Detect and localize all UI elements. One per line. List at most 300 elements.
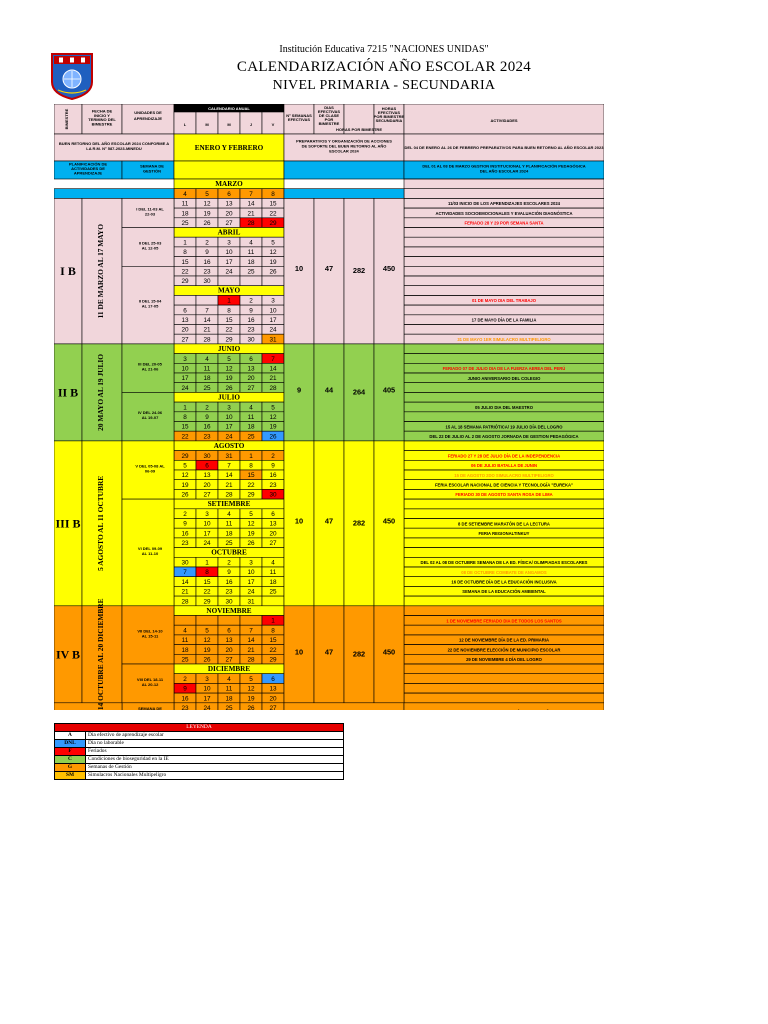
day-number: 28 [247, 220, 255, 227]
buen-retorno-text: BUEN RETORNO DEL AÑO ESCOLAR 2024 CONFORME A [58, 141, 170, 146]
day-number: 25 [225, 705, 233, 710]
day-number: 15 [203, 578, 211, 586]
day-number: 6 [205, 462, 209, 470]
day-number: 5 [205, 627, 209, 635]
day-number: 24 [181, 384, 189, 392]
legend-row [55, 740, 344, 748]
actividad-marzo-text: DEL 01 AL 08 DE MARZO GESTION INSTITUCIONAL Y PLANIFICACIÓN PEDAGÓGICA [422, 163, 586, 169]
day-number: 29 [181, 278, 189, 286]
legend-label: Simulacros Nacionales Multipeligro [86, 772, 344, 780]
day-number: 23 [181, 540, 189, 548]
day-number: 4 [183, 627, 187, 635]
legend-code: SM [55, 772, 86, 780]
day-number: 17 [203, 695, 211, 703]
day-number: 9 [183, 685, 187, 693]
bimestre-label: II B [57, 385, 79, 400]
legend-row [55, 772, 344, 780]
day-number: 16 [181, 530, 189, 538]
day-number: 10 [203, 520, 211, 528]
day-number: 30 [203, 452, 211, 460]
activity-cell [404, 179, 604, 189]
day-number: 20 [225, 646, 233, 654]
activity-cell [404, 606, 604, 616]
day-number: 16 [225, 578, 233, 586]
day-number: 1 [227, 297, 231, 305]
legend-row [55, 748, 344, 756]
day-number: 24 [247, 588, 255, 596]
day-number: 15 [181, 258, 189, 266]
day-number: 28 [181, 598, 189, 606]
day-number: 1 [249, 452, 253, 460]
day-number: 9 [271, 462, 275, 470]
legend-code: G [55, 764, 86, 772]
semana-gestion-text: SEMANA DE [140, 163, 164, 169]
legend-label: Dia efectivo de aprendizaje escolar [86, 732, 344, 740]
day-number: 17 [225, 423, 233, 431]
marzo-cell [174, 161, 284, 179]
unidad-text: IV DEL 24-06 [137, 410, 163, 416]
day-number: 2 [227, 559, 231, 567]
day-number: 29 [269, 220, 277, 227]
day-cell [240, 276, 262, 286]
day-number: 14 [247, 200, 255, 208]
month-name: ABRIL [217, 228, 241, 237]
day-number: 13 [247, 365, 255, 373]
buen-retorno-text: LA R.M. N° 587-2023-MINEDU [86, 146, 142, 151]
month-name: NOVIEMBRE [206, 606, 252, 615]
day-number: 3 [205, 675, 209, 683]
day-number: 12 [269, 249, 277, 257]
planning-week-stats-cell [284, 189, 404, 199]
unidad-text: AL 11-10 [141, 550, 159, 556]
preparativos-text: ESCOLAR 2024 [329, 148, 359, 154]
day-number: 12 [181, 472, 189, 480]
day-number: 31 [269, 336, 277, 344]
day-number: 17 [203, 530, 211, 538]
semana-gestion-text: GESTIÓN [142, 168, 162, 174]
legend-row [55, 732, 344, 740]
dias-value: 47 [324, 647, 334, 657]
day-number: 4 [249, 239, 253, 247]
day-number: 29 [225, 336, 233, 344]
planificacion-text: ACTIVIDADES DE [71, 166, 105, 171]
day-number: 4 [227, 675, 231, 683]
day-number: 20 [269, 530, 277, 538]
semanas-value: 10 [294, 264, 304, 274]
enero-febrero-text: ENERO Y FEBRERO [194, 144, 264, 152]
day-number: 25 [203, 384, 211, 392]
day-number: 1 [205, 559, 209, 567]
day-header: M [205, 122, 209, 127]
bimestre-header: BIMESTRE [64, 108, 69, 130]
activity-cell [404, 392, 604, 402]
unidad-text: II DEL 15-04 [138, 298, 162, 304]
day-number: 21 [247, 210, 255, 218]
day-number: 2 [271, 452, 275, 460]
unidad-text: I DEL 11-03 AL [136, 206, 164, 212]
day-number: 6 [271, 511, 275, 518]
day-number: 3 [227, 239, 231, 247]
day-number: 11 [269, 569, 277, 577]
bimestre-label: I B [60, 264, 76, 279]
school-shield-logo [50, 52, 94, 100]
semanas-header: EFECTIVAS [287, 117, 311, 122]
bimestre-label: III B [55, 516, 81, 531]
day-number: 5 [271, 404, 275, 412]
day-number: 19 [181, 481, 189, 489]
day-number: 15 [225, 317, 233, 324]
calendario-header: CALENDARIO ANUAL [208, 106, 250, 111]
day-number: 5 [271, 239, 275, 247]
month-name: SETIEMBRE [207, 500, 251, 509]
day-number: 13 [225, 200, 233, 208]
horas-value: 282 [352, 649, 366, 659]
day-cell [218, 276, 240, 286]
month-name: DICIEMBRE [207, 665, 251, 673]
day-number: 28 [269, 384, 277, 392]
unidad-text: AL 21-06 [141, 366, 159, 372]
unidad-text: II DEL 25-03 [138, 240, 162, 246]
day-number: 25 [269, 588, 277, 596]
activity-cell [404, 305, 604, 315]
day-number: 6 [183, 307, 187, 315]
activity-text: 17 DE MAYO DÍA DE LA FAMILIA [471, 317, 537, 323]
fecha-header: TERMINO DEL [88, 117, 116, 123]
horas-sec-header: HORAS [381, 106, 397, 111]
day-number: 14 [181, 578, 189, 586]
day-number: 11 [247, 249, 255, 257]
day-number: 21 [203, 326, 211, 334]
day-number: 24 [225, 433, 233, 441]
activity-cell [404, 693, 604, 703]
legend-code: DNL [55, 740, 86, 748]
activity-cell [404, 228, 604, 238]
day-number: 11 [203, 365, 211, 373]
day-number: 6 [271, 675, 275, 683]
legend-label: Dia no laborable [86, 740, 344, 748]
activity-cell [404, 344, 604, 354]
day-number: 4 [183, 190, 187, 198]
day-number: 3 [205, 511, 209, 518]
day-number: 12 [225, 365, 233, 373]
activity-cell [404, 276, 604, 286]
day-number: 22 [269, 210, 277, 218]
activity-text: FERIA REGIONALTINKUY [478, 531, 530, 536]
day-number: 11 [225, 520, 233, 528]
horas-sec-header: SECUNDARIA [375, 118, 403, 123]
day-number: 23 [203, 433, 211, 441]
activity-text: 11/03 INICIO DE LOS APRENDIZAJES ESCOLARES 2024 [447, 201, 561, 207]
day-number: 22 [269, 646, 277, 654]
dias-header: DE CLASE [318, 113, 340, 118]
day-number: 25 [225, 540, 233, 548]
day-number: 8 [249, 462, 253, 470]
page-title: CALENDARIZACIÓN AÑO ESCOLAR 2024 [236, 59, 532, 75]
day-number: 29 [247, 491, 255, 499]
activity-text: 09 DE DICIEMBRE FERIADO BATALLA DE AYACUCHO [450, 686, 558, 692]
unidades-header: UNIDADES DE [134, 110, 162, 115]
day-number: 14 [203, 317, 211, 324]
day-number: 24 [269, 326, 277, 334]
day-number: 9 [249, 307, 253, 315]
activity-text: 29 DE NOVIEMBRE 4 DÍA DEL LOGRO [466, 657, 542, 663]
day-number: 26 [225, 384, 233, 392]
unidad-text: VII DEL 14-10 [137, 628, 163, 634]
day-number: 10 [225, 249, 233, 257]
day-number: 20 [247, 375, 255, 383]
day-number: 16 [203, 258, 211, 266]
day-number: 4 [205, 355, 209, 363]
unidad-text: AL 19-07 [141, 415, 159, 421]
legend-row [55, 756, 344, 764]
dias-header: BIMESTRE [318, 121, 340, 126]
day-number: 1 [271, 617, 275, 625]
day-number: 23 [181, 705, 189, 710]
day-number: 18 [247, 423, 255, 431]
day-number: 19 [269, 258, 277, 266]
day-number: 16 [203, 423, 211, 431]
day-number: 3 [271, 297, 275, 305]
day-number: 12 [203, 637, 211, 645]
semanas-value: 9 [296, 385, 302, 395]
day-number: 8 [271, 627, 275, 635]
horas-sec-header: EFECTIVAS [377, 110, 401, 115]
horas-sec-value: 450 [382, 647, 396, 657]
day-number: 7 [205, 307, 209, 315]
day-number: 30 [203, 278, 211, 286]
day-number: 10 [225, 414, 233, 421]
planificacion-stats-cell [284, 161, 404, 179]
day-number: 17 [225, 258, 233, 266]
activity-cell [404, 266, 604, 276]
semanas-header: N° SEMANAS [286, 113, 312, 118]
day-number: 28 [203, 336, 211, 344]
day-number: 11 [181, 637, 189, 645]
day-number: 30 [247, 336, 255, 344]
activity-cell [404, 548, 604, 558]
semanas-value: 10 [294, 516, 304, 526]
activity-text: 06 DE JULIO BATALLA DE JUNIN [471, 463, 537, 469]
day-cell [196, 295, 218, 305]
day-number: 5 [249, 511, 253, 518]
activity-cell [404, 664, 604, 674]
actividad-marzo-text: DEL AÑO ESCOLAR 2024 [479, 168, 529, 174]
bimestre-range: 5 AGOSTO AL 11 OCTUBRE [96, 475, 105, 571]
day-number: 19 [247, 695, 255, 703]
day-number: 26 [181, 491, 189, 499]
horas-sec-value: 450 [382, 264, 396, 274]
activity-text: 5 DE NOVIEMBRE 3ER SIMULACRO MULTIPELIGRO [451, 628, 557, 633]
dias-value: 44 [324, 385, 334, 395]
day-number: 23 [203, 268, 211, 276]
activity-cell [404, 257, 604, 267]
day-number: 24 [203, 705, 211, 710]
activity-cell [404, 499, 604, 509]
day-number: 4 [227, 511, 231, 518]
planning-week-cell [54, 189, 174, 199]
day-number: 13 [225, 637, 233, 645]
month-name: MAYO [217, 286, 241, 295]
day-number: 13 [269, 685, 277, 693]
horas-sec-value: 450 [382, 516, 396, 526]
activity-cell [404, 596, 604, 606]
day-number: 4 [249, 404, 253, 412]
day-number: 9 [205, 414, 209, 421]
activity-cell [404, 441, 604, 451]
day-number: 22 [181, 433, 189, 441]
unidad-text: AL 12-05 [141, 245, 159, 251]
day-number: 22 [203, 588, 211, 596]
bimestre-range: 20 MAYO AL 19 JULIO [96, 353, 105, 431]
activity-cell [404, 189, 604, 199]
day-number: 13 [181, 317, 189, 324]
preparativos-text: PREPARATIVOS Y ORGANIZACIÓN DE ACCIONES [296, 138, 392, 144]
legend-table [54, 723, 344, 780]
day-number: 16 [269, 472, 277, 480]
day-number: 25 [181, 220, 189, 227]
day-number: 6 [227, 627, 231, 635]
unidad-text: VI DEL 09-09 [137, 545, 163, 551]
actividad-enero-text: DEL 04 DE ENERO AL 26 DE FEBRERO PREPARATIVOS PARA BUEN RETORNO AL AÑO ESCOLAR 2023 [404, 145, 604, 150]
unidad-text: III DEL 20-05 [138, 361, 162, 367]
day-number: 26 [247, 705, 255, 710]
legend-row [55, 764, 344, 772]
fecha-header: BIMESTRE [91, 121, 113, 127]
day-number: 23 [247, 326, 255, 334]
day-number: 2 [205, 239, 209, 247]
horas-sec-header: POR BIMESTRE [373, 114, 405, 119]
day-number: 2 [249, 297, 253, 305]
day-number: 10 [269, 307, 277, 315]
day-cell [174, 616, 196, 626]
day-number: 18 [225, 530, 233, 538]
gestion-left-cell [54, 703, 122, 710]
day-number: 21 [247, 646, 255, 654]
day-number: 20 [225, 210, 233, 218]
unidades-header: APRENDIZAJE [133, 116, 163, 121]
day-number: 28 [247, 656, 255, 664]
activity-cell [404, 538, 604, 548]
day-number: 27 [203, 491, 211, 499]
bimestre-range: 14 OCTUBRE AL 20 DICIEMBRE [96, 598, 105, 710]
day-number: 26 [269, 268, 277, 276]
day-number: 25 [247, 433, 255, 441]
legend-label: Semanas de Gestión [86, 764, 344, 772]
day-number: 7 [271, 355, 275, 363]
planificacion-text: APRENDIZAJE [73, 170, 103, 176]
activity-text: 8 DE SETIEMBRE MARATÓN DE LA LECTURA [458, 521, 550, 527]
horas-header: HORAS POR BIMESTRE [335, 127, 383, 132]
institution-name: Institución Educativa 7215 "NACIONES UNIDAS" [279, 44, 489, 55]
day-cell [174, 295, 196, 305]
day-header: J [249, 122, 253, 127]
day-number: 9 [183, 520, 187, 528]
unidad-text: 22-03 [144, 211, 156, 217]
unidad-text: AL 20-12 [141, 681, 159, 687]
day-number: 6 [227, 190, 231, 198]
day-number: 2 [205, 404, 209, 412]
unidad-text: SEMANA DE [138, 706, 162, 710]
activity-cell [404, 412, 604, 422]
day-number: 15 [269, 637, 277, 645]
day-number: 29 [181, 452, 189, 460]
day-number: 30 [181, 559, 189, 567]
legend-code: A [55, 732, 86, 740]
day-number: 15 [269, 200, 277, 208]
unidad-text: AL 17-05 [141, 303, 159, 309]
day-number: 8 [271, 190, 275, 198]
day-cell [240, 616, 262, 626]
day-number: 22 [225, 326, 233, 334]
day-number: 21 [181, 588, 189, 596]
activity-text: FERIADO 28 Y 29 POR SEMANA SANTA [464, 220, 544, 226]
activity-text: 05 JULIO DIA DEL MAESTRO [475, 404, 533, 410]
day-number: 26 [269, 433, 277, 441]
day-number: 23 [269, 481, 277, 489]
day-number: 9 [205, 249, 209, 257]
day-number: 30 [269, 491, 277, 499]
day-number: 12 [269, 414, 277, 421]
day-number: 27 [225, 656, 233, 664]
day-number: 10 [247, 569, 255, 577]
month-name: JULIO [218, 393, 240, 402]
activity-text: SEMANA DE LA EDUCACIÓN AMBIENTAL [462, 589, 546, 595]
day-number: 26 [203, 220, 211, 227]
activity-text: 1 DE NOVIEMBRE FERIADO DIA DE TODOS LOS SANTOS [446, 618, 562, 624]
day-number: 14 [225, 472, 233, 480]
activity-text: 15 DE AGOSTO 2DO SIMULACRO MULTIPELIGRO [454, 472, 554, 478]
legend-title: LEYENDA [55, 724, 344, 732]
day-number: 21 [269, 375, 277, 383]
day-number: 10 [203, 685, 211, 693]
activity-cell [404, 286, 604, 296]
day-cell [196, 616, 218, 626]
planificacion-text: PLANIFICACIÓN DE [69, 161, 107, 167]
day-number: 5 [183, 462, 187, 470]
day-header: M [227, 122, 231, 127]
activity-text: FERIADO 07 DE JULIO DIA DE LA FUERZA AEREA DEL PERÚ [442, 366, 566, 372]
day-number: 20 [181, 326, 189, 334]
day-number: 18 [203, 375, 211, 383]
activity-text: 22 DE NOVIEMBRE ELECCIÓN DE MUNICIPIO ESCOLAR [447, 647, 561, 653]
day-number: 27 [247, 384, 255, 392]
day-number: 18 [181, 646, 189, 654]
day-number: 26 [247, 540, 255, 548]
day-number: 8 [227, 307, 231, 315]
day-number: 11 [225, 685, 233, 693]
dias-header: DIAS [324, 105, 334, 110]
day-number: 29 [203, 598, 211, 606]
day-number: 13 [269, 520, 277, 528]
day-number: 5 [227, 355, 231, 363]
activity-text: 12 DE NOVIEMBRE DÍA DE LA ED. PRIMARIA [459, 637, 549, 643]
month-name: AGOSTO [213, 441, 245, 450]
dias-header: POR [324, 117, 334, 122]
day-number: 2 [183, 675, 187, 683]
day-number: 1 [183, 239, 187, 247]
day-number: 7 [249, 627, 253, 635]
day-number: 11 [247, 414, 255, 421]
preparativos-text: DE SOPORTE DEL BUEN RETORNO AL AÑO [301, 143, 387, 149]
day-number: 31 [225, 452, 233, 460]
day-number: 27 [269, 540, 277, 548]
day-number: 21 [225, 481, 233, 489]
day-number: 18 [181, 210, 189, 218]
legend-code: C [55, 756, 86, 764]
day-number: 12 [247, 685, 255, 693]
day-number: 19 [203, 210, 211, 218]
day-cell [218, 616, 240, 626]
